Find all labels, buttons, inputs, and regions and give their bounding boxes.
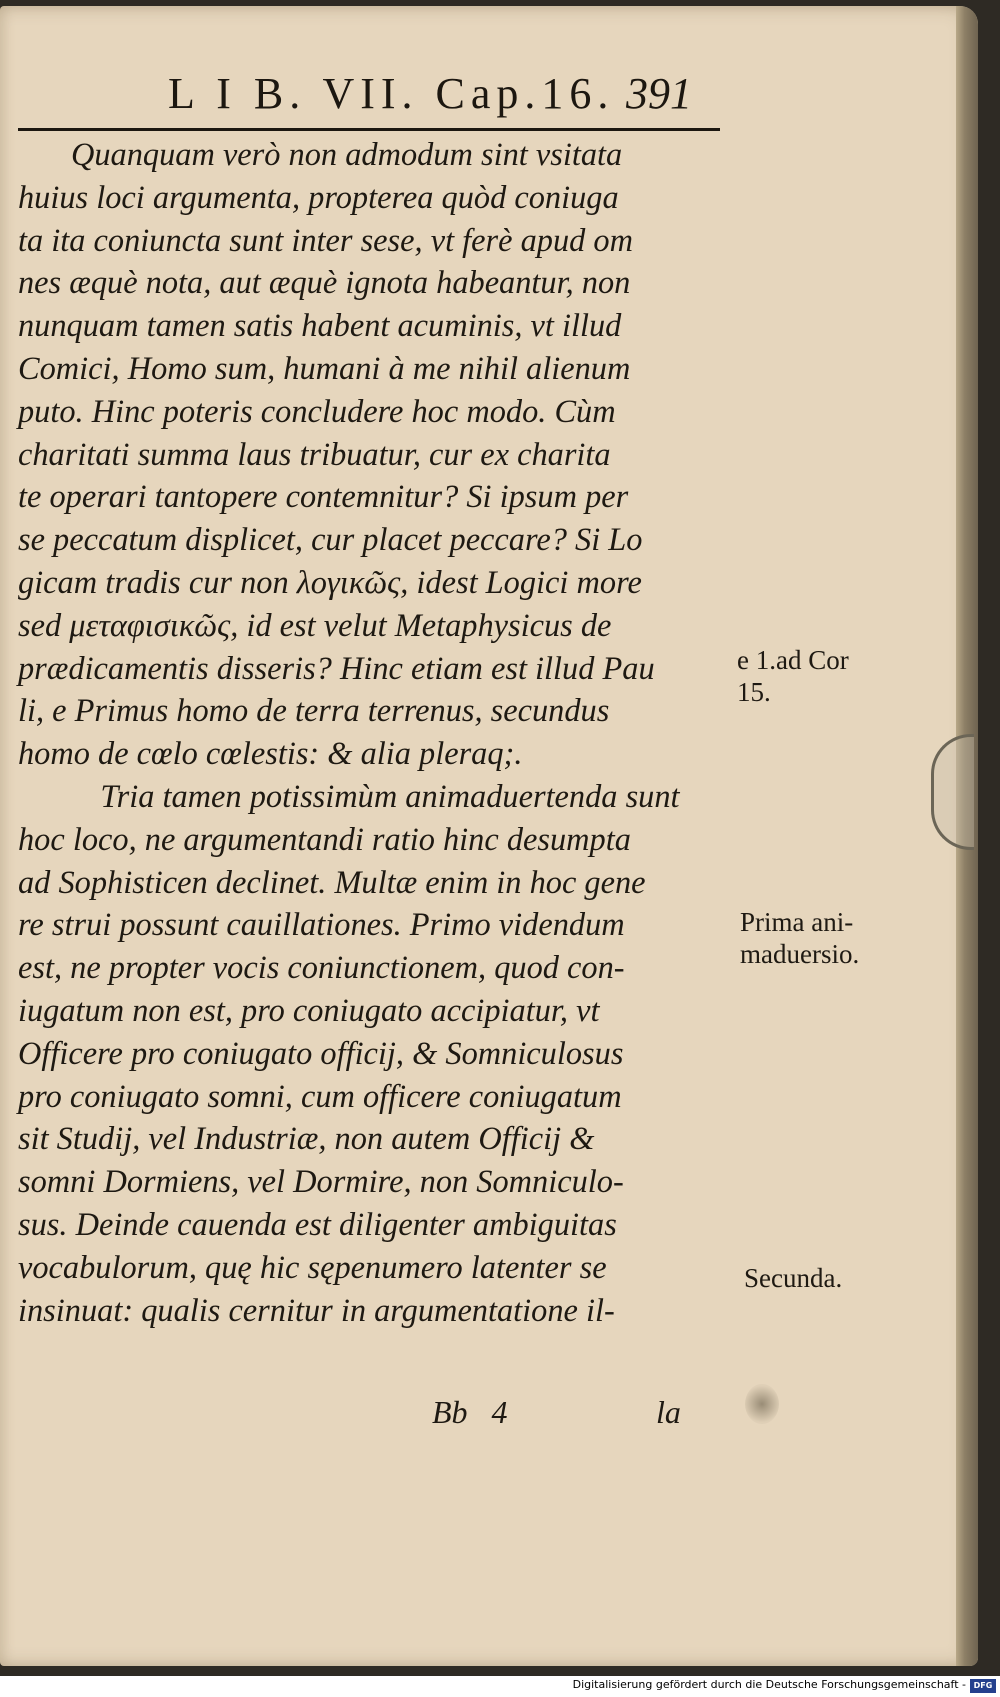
marginal-note-line: Prima ani- <box>740 907 854 937</box>
running-head <box>18 68 720 131</box>
text-line: hoc loco, ne argumentandi ratio hinc desumpta <box>18 821 631 858</box>
text-line: insinuat: qualis cernitur in argumentatione il- <box>18 1292 615 1329</box>
text-line: iugatum non est, pro coniugato accipiatur, vt <box>18 992 600 1029</box>
text-line: Comici, Homo sum, humani à me nihil alienum <box>18 350 631 387</box>
funding-credit: Digitalisierung gefördert durch die Deutsche Forschungsgemeinschaft - <box>572 1678 966 1691</box>
text-line: vocabulorum, quę hic sępenumero latenter se <box>18 1249 607 1286</box>
text-line: somni Dormiens, vel Dormire, non Somniculo- <box>18 1164 624 1201</box>
text-line: ad Sophisticen declinet. Multæ enim in hoc gene <box>18 864 646 901</box>
text-line: prædicamentis disseris? Hinc etiam est illud Pau <box>18 650 655 687</box>
text-line: puto. Hinc poteris concludere hoc modo. Cùm <box>18 393 616 430</box>
text-line: ta ita coniuncta sunt inter sese, vt ferè apud om <box>18 222 633 259</box>
text-line: Officere pro coniugato officij, & Somniculosus <box>18 1035 624 1072</box>
text-line: nunquam tamen satis habent acuminis, vt illud <box>18 308 622 345</box>
text-line: sit Studij, vel Industriæ, non autem Officij & <box>18 1121 595 1158</box>
signature-mark: Bb 4 <box>432 1394 508 1430</box>
running-head-title: L I B. VII. Cap.16. <box>168 69 615 118</box>
text-line: charitati summa laus tribuatur, cur ex charita <box>18 436 611 473</box>
page-number: 391 <box>626 69 692 118</box>
text-line: Tria tamen potissimùm animaduertenda sunt <box>100 778 680 815</box>
book-page <box>0 6 978 1666</box>
text-line: sus. Deinde cauenda est diligenter ambiguitas <box>18 1206 617 1243</box>
body-text <box>18 134 738 1332</box>
text-line: pro coniugato somni, cum officere coniugatum <box>18 1078 622 1115</box>
dfg-logo-icon: DFG <box>970 1679 996 1693</box>
marginal-note-line: maduersio. <box>740 939 860 969</box>
text-line: homo de cœlo cœlestis: & alia pleraq;. <box>18 736 523 773</box>
catchword: la <box>656 1394 681 1430</box>
marginal-note-line: e 1.ad Cor <box>737 645 849 675</box>
text-line: li, e Primus homo de terra terrenus, secundus <box>18 693 610 730</box>
text-line: nes æquè nota, aut æquè ignota habeantur, non <box>18 265 631 302</box>
ink-blot <box>745 1384 779 1424</box>
text-line: re strui possunt cauillationes. Primo videndum <box>18 907 625 944</box>
marginal-note-first <box>740 906 859 970</box>
marginal-note-reference <box>737 644 849 708</box>
text-line: se peccatum displicet, cur placet peccare? Si Lo <box>18 522 643 559</box>
book-clamp <box>931 734 974 850</box>
text-line: gicam tradis cur non λογικῶς, idest Logici more <box>18 564 642 601</box>
footer-bar <box>0 1676 1000 1697</box>
text-line: Quanquam verò non admodum sint vsitata <box>70 137 623 173</box>
text-line: sed μεταφισικῶς, id est velut Metaphysicus de <box>18 607 612 644</box>
text-line: te operari tantopere contemnitur? Si ipsum per <box>18 479 629 516</box>
marginal-note-second: Secunda. <box>744 1263 843 1293</box>
text-line: est, ne propter vocis coniunctionem, quod con- <box>18 950 625 987</box>
text-line: huius loci argumenta, propterea quòd coniuga <box>18 179 619 216</box>
marginal-note-line: 15. <box>737 677 771 707</box>
